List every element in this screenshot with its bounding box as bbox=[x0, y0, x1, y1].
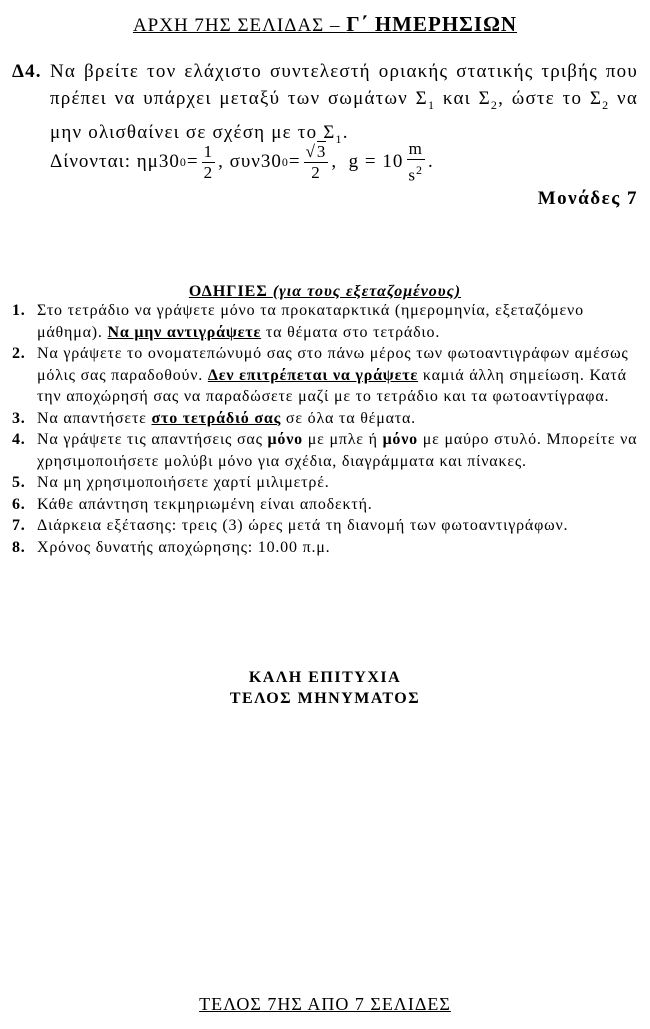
item-number: 8. bbox=[12, 538, 26, 556]
item-number: 1. bbox=[12, 302, 26, 319]
header-suffix: Γ΄ ΗΜΕΡΗΣΙΩΝ bbox=[346, 12, 518, 36]
item-text: Κάθε απάντηση τεκμηριωμένη είναι αποδεκτή. bbox=[37, 495, 373, 513]
degree-sign: 0 bbox=[179, 154, 187, 169]
marks: Μονάδες 7 bbox=[537, 188, 638, 209]
item-number: 7. bbox=[12, 517, 26, 534]
instructions-title-note: (για τους εξεταζομένους) bbox=[272, 283, 462, 300]
unit-numerator: m bbox=[408, 138, 423, 158]
item-emphasis: Δεν επιτρέπεται να γράψετε bbox=[207, 366, 419, 384]
cos-expr: συν30 bbox=[229, 151, 282, 172]
cos-fraction bbox=[304, 142, 329, 183]
item-number: 5. bbox=[12, 474, 26, 491]
list-item bbox=[12, 429, 638, 472]
list-item bbox=[12, 300, 638, 343]
sqrt-icon: √ bbox=[305, 141, 316, 161]
list-item bbox=[12, 515, 638, 537]
list-item bbox=[12, 408, 638, 430]
unit-denominator bbox=[406, 160, 425, 186]
sin-fraction bbox=[202, 142, 216, 183]
separator: , bbox=[331, 151, 338, 172]
root-value: 3 bbox=[316, 141, 327, 161]
item-text: με μαύρο στυλό. Μπορείτε να χρησιμοποιήσετε μολύβι μόνο για σχέδια, διαγράμματα και πίνακες. bbox=[37, 431, 638, 470]
item-text: με μπλε ή bbox=[302, 431, 383, 448]
unit-fraction bbox=[406, 139, 425, 186]
question-text-b: και Σ bbox=[435, 88, 491, 109]
separator: , bbox=[218, 151, 224, 172]
question-text-d: να μην ολισθαίνει σε σχέση με το Σ bbox=[50, 88, 638, 143]
item-emphasis: Να μην αντιγράψετε bbox=[107, 323, 262, 341]
equals-sign: = bbox=[186, 151, 199, 172]
question-label: Δ4. bbox=[12, 61, 42, 82]
closing-line-1: ΚΑΛΗ ΕΠΙΤΥΧΙΑ bbox=[248, 669, 402, 686]
list-item bbox=[12, 343, 638, 408]
unit-exponent: 2 bbox=[416, 162, 423, 177]
item-text: καμιά άλλη σημείωση. Κατά την αποχώρησή σας να παραδώσετε μαζί με το τετράδιο και τα φωτοαντίγραφα. bbox=[37, 366, 627, 405]
item-text: τα θέματα στο τετράδιο. bbox=[261, 323, 441, 341]
question-text-c: , ώστε το Σ bbox=[498, 88, 603, 109]
closing-block bbox=[0, 667, 650, 709]
given-label: Δίνονται: bbox=[50, 151, 131, 172]
item-text: Να απαντήσετε bbox=[37, 409, 152, 427]
instructions-list bbox=[12, 300, 638, 558]
item-text: Διάρκεια εξέτασης: τρεις (3) ώρες μετά τη διανομή των φωτοαντιγράφων. bbox=[37, 517, 569, 534]
instructions-title bbox=[0, 283, 650, 301]
page-footer: ΤΕΛΟΣ 7ΗΣ ΑΠΟ 7 ΣΕΛΙΔΕΣ bbox=[199, 994, 451, 1014]
subscript: 2 bbox=[490, 97, 499, 112]
item-emphasis: μόνο bbox=[382, 431, 418, 448]
sin-denominator: 2 bbox=[203, 162, 214, 182]
cos-numerator bbox=[304, 142, 329, 163]
given-end: . bbox=[428, 151, 434, 172]
list-item bbox=[12, 472, 638, 494]
item-text: Χρόνος δυνατής αποχώρησης: 10.00 π.μ. bbox=[37, 538, 331, 556]
instructions-title-main: ΟΔΗΓΙΕΣ bbox=[188, 283, 268, 300]
equals-sign: = bbox=[288, 151, 301, 172]
item-number: 2. bbox=[12, 345, 26, 362]
item-text: σε όλα τα θέματα. bbox=[281, 409, 416, 427]
item-emphasis: μόνο bbox=[267, 431, 303, 448]
g-expr: g = 10 bbox=[348, 151, 404, 172]
item-emphasis: στο τετράδιό σας bbox=[151, 409, 282, 427]
sin-expr: ημ30 bbox=[136, 151, 180, 172]
item-text: Στο τετράδιο να γράψετε μόνο τα προκαταρκτικά (ημερομηνία, εξεταζόμενο μάθημα). bbox=[37, 302, 584, 341]
question-text-a: Να βρείτε τον ελάχιστο συντελεστή οριακής στατικής τριβής που πρέπει να υπάρχει μεταξύ των σωμάτων Σ bbox=[50, 61, 638, 109]
unit-seconds: s bbox=[408, 165, 416, 185]
header-prefix: ΑΡΧΗ 7ΗΣ ΣΕΛΙΔΑΣ – bbox=[132, 15, 341, 36]
subscript: 2 bbox=[602, 97, 610, 112]
subscript: 1 bbox=[427, 97, 436, 112]
item-text: Να μη χρησιμοποιήσετε χαρτί μιλιμετρέ. bbox=[37, 474, 330, 491]
given-values bbox=[50, 136, 434, 188]
question-text-e: . bbox=[342, 121, 349, 143]
closing-line-2: ΤΕΛΟΣ ΜΗΝΥΜΑΤΟΣ bbox=[229, 690, 421, 707]
item-number: 6. bbox=[12, 495, 26, 513]
item-number: 4. bbox=[12, 431, 26, 448]
sin-numerator: 1 bbox=[203, 141, 214, 161]
page-header bbox=[0, 12, 650, 37]
item-number: 3. bbox=[12, 409, 26, 427]
item-text: Να γράψετε το ονοματεπώνυμό σας στο πάνω μέρος των φωτοαντιγράφων αμέσως μόλις σας παραδοθούν. bbox=[37, 345, 629, 384]
list-item bbox=[12, 494, 638, 516]
list-item bbox=[12, 537, 638, 559]
subscript: 1 bbox=[335, 131, 343, 146]
cos-denominator: 2 bbox=[311, 162, 321, 182]
item-text: Να γράψετε τις απαντήσεις σας bbox=[37, 431, 268, 448]
degree-sign: 0 bbox=[281, 154, 289, 169]
